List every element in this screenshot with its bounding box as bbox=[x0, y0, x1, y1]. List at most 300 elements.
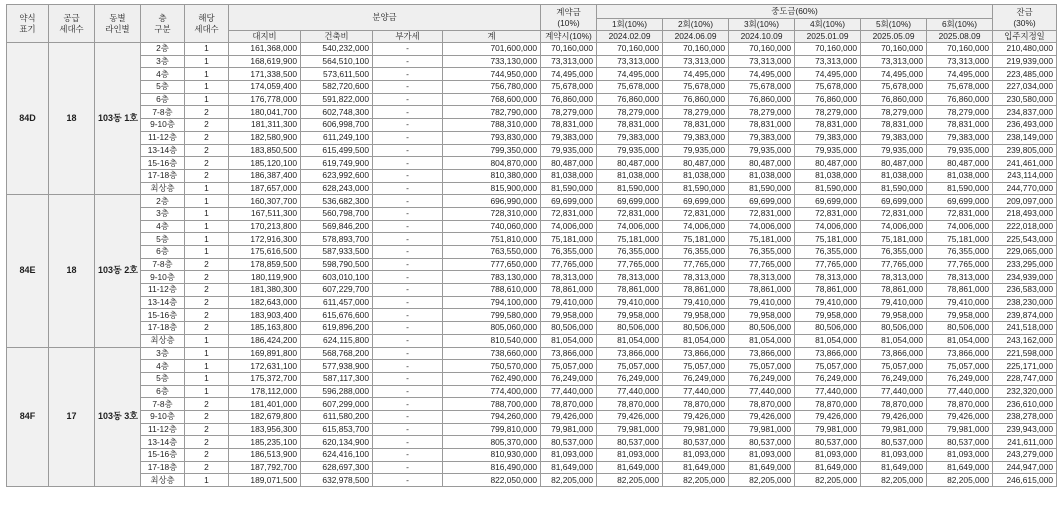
building-cell: 611,580,200 bbox=[301, 410, 373, 423]
floor-cell: 4층 bbox=[141, 360, 185, 373]
building-cell: 602,748,300 bbox=[301, 106, 373, 119]
total-cell: 799,580,000 bbox=[443, 309, 541, 322]
building-cell: 615,499,500 bbox=[301, 144, 373, 157]
land-cell: 189,071,500 bbox=[229, 474, 301, 487]
header-deposit-text: 계약금 (10%) bbox=[556, 6, 581, 28]
building-cell: 598,790,500 bbox=[301, 258, 373, 271]
middle-3-cell: 77,765,000 bbox=[729, 258, 795, 271]
middle-3-cell: 79,383,000 bbox=[729, 131, 795, 144]
table-row bbox=[7, 195, 1057, 208]
land-cell: 172,631,100 bbox=[229, 360, 301, 373]
vat-cell: - bbox=[373, 93, 443, 106]
units-cell: 1 bbox=[185, 372, 229, 385]
balance-cell: 228,747,000 bbox=[993, 372, 1057, 385]
middle-4-cell: 77,765,000 bbox=[795, 258, 861, 271]
building-cell: 596,288,000 bbox=[301, 385, 373, 398]
total-cell: 756,780,000 bbox=[443, 81, 541, 94]
vat-cell: - bbox=[373, 68, 443, 81]
table-row bbox=[7, 169, 1057, 182]
land-cell: 168,619,900 bbox=[229, 55, 301, 68]
middle-3-cell: 70,160,000 bbox=[729, 43, 795, 56]
deposit-cell: 76,860,000 bbox=[541, 93, 597, 106]
middle-6-cell: 76,860,000 bbox=[927, 93, 993, 106]
table-row bbox=[7, 436, 1057, 449]
middle-2-cell: 76,249,000 bbox=[663, 372, 729, 385]
land-cell: 186,387,400 bbox=[229, 169, 301, 182]
units-cell: 1 bbox=[185, 93, 229, 106]
middle-4-cell: 80,537,000 bbox=[795, 436, 861, 449]
vat-cell: - bbox=[373, 449, 443, 462]
middle-2-cell: 77,440,000 bbox=[663, 385, 729, 398]
table-body bbox=[7, 43, 1057, 487]
balance-cell: 238,230,000 bbox=[993, 296, 1057, 309]
header-supply-text: 공급 세대수 bbox=[59, 12, 84, 34]
building-cell: 587,933,500 bbox=[301, 246, 373, 259]
middle-2-cell: 74,006,000 bbox=[663, 220, 729, 233]
middle-4-cell: 82,205,000 bbox=[795, 474, 861, 487]
building-cell: 619,749,900 bbox=[301, 157, 373, 170]
middle-5-cell: 80,537,000 bbox=[861, 436, 927, 449]
middle-1-cell: 81,038,000 bbox=[597, 169, 663, 182]
header-middle-3-date: 2024.10.09 bbox=[729, 31, 795, 43]
total-cell: 799,810,000 bbox=[443, 423, 541, 436]
vat-cell: - bbox=[373, 246, 443, 259]
middle-5-cell: 75,678,000 bbox=[861, 81, 927, 94]
deposit-cell: 81,649,000 bbox=[541, 461, 597, 474]
middle-4-cell: 76,355,000 bbox=[795, 246, 861, 259]
middle-3-cell: 73,313,000 bbox=[729, 55, 795, 68]
table-row bbox=[7, 220, 1057, 233]
building-cell: 624,115,800 bbox=[301, 334, 373, 347]
floor-cell: 5층 bbox=[141, 81, 185, 94]
vat-cell: - bbox=[373, 410, 443, 423]
header-deposit-sub: 계약시(10%) bbox=[541, 31, 597, 43]
middle-5-cell: 76,355,000 bbox=[861, 246, 927, 259]
middle-5-cell: 81,038,000 bbox=[861, 169, 927, 182]
table-row bbox=[7, 372, 1057, 385]
middle-3-cell: 80,537,000 bbox=[729, 436, 795, 449]
deposit-cell: 78,831,000 bbox=[541, 119, 597, 132]
balance-cell: 218,493,000 bbox=[993, 207, 1057, 220]
building-cell: 611,457,000 bbox=[301, 296, 373, 309]
building-cell: 540,232,000 bbox=[301, 43, 373, 56]
balance-cell: 223,485,000 bbox=[993, 68, 1057, 81]
middle-4-cell: 78,861,000 bbox=[795, 284, 861, 297]
units-cell: 2 bbox=[185, 398, 229, 411]
middle-1-cell: 76,249,000 bbox=[597, 372, 663, 385]
middle-1-cell: 78,279,000 bbox=[597, 106, 663, 119]
total-cell: 805,060,000 bbox=[443, 322, 541, 335]
middle-3-cell: 78,861,000 bbox=[729, 284, 795, 297]
table-row bbox=[7, 385, 1057, 398]
total-cell: 805,370,000 bbox=[443, 436, 541, 449]
middle-2-cell: 79,958,000 bbox=[663, 309, 729, 322]
total-cell: 774,400,000 bbox=[443, 385, 541, 398]
deposit-cell: 79,981,000 bbox=[541, 423, 597, 436]
middle-5-cell: 78,279,000 bbox=[861, 106, 927, 119]
middle-2-cell: 77,765,000 bbox=[663, 258, 729, 271]
floor-cell: 3층 bbox=[141, 207, 185, 220]
building-cell: 620,134,900 bbox=[301, 436, 373, 449]
deposit-cell: 80,537,000 bbox=[541, 436, 597, 449]
middle-2-cell: 79,981,000 bbox=[663, 423, 729, 436]
middle-5-cell: 78,831,000 bbox=[861, 119, 927, 132]
middle-3-cell: 81,093,000 bbox=[729, 449, 795, 462]
vat-cell: - bbox=[373, 385, 443, 398]
land-cell: 175,616,500 bbox=[229, 246, 301, 259]
header-line bbox=[95, 5, 141, 43]
floor-cell: 17-18층 bbox=[141, 461, 185, 474]
total-cell: 782,790,000 bbox=[443, 106, 541, 119]
deposit-cell: 75,181,000 bbox=[541, 233, 597, 246]
total-cell: 768,600,000 bbox=[443, 93, 541, 106]
middle-6-cell: 79,935,000 bbox=[927, 144, 993, 157]
building-cell: 615,853,700 bbox=[301, 423, 373, 436]
middle-2-cell: 75,057,000 bbox=[663, 360, 729, 373]
floor-cell: 6층 bbox=[141, 93, 185, 106]
land-cell: 181,380,300 bbox=[229, 284, 301, 297]
vat-cell: - bbox=[373, 309, 443, 322]
vat-cell: - bbox=[373, 258, 443, 271]
deposit-cell: 72,831,000 bbox=[541, 207, 597, 220]
middle-5-cell: 70,160,000 bbox=[861, 43, 927, 56]
vat-cell: - bbox=[373, 398, 443, 411]
land-cell: 187,657,000 bbox=[229, 182, 301, 195]
deposit-cell: 70,160,000 bbox=[541, 43, 597, 56]
table-row bbox=[7, 410, 1057, 423]
balance-cell: 241,611,000 bbox=[993, 436, 1057, 449]
middle-6-cell: 79,383,000 bbox=[927, 131, 993, 144]
middle-4-cell: 70,160,000 bbox=[795, 43, 861, 56]
header-middle-3-name: 3회(10%) bbox=[729, 19, 795, 31]
middle-1-cell: 79,410,000 bbox=[597, 296, 663, 309]
floor-cell: 15-16층 bbox=[141, 157, 185, 170]
middle-1-cell: 79,426,000 bbox=[597, 410, 663, 423]
middle-4-cell: 75,057,000 bbox=[795, 360, 861, 373]
middle-1-cell: 77,765,000 bbox=[597, 258, 663, 271]
floor-cell: 9-10층 bbox=[141, 119, 185, 132]
units-cell: 2 bbox=[185, 131, 229, 144]
building-cell: 536,682,300 bbox=[301, 195, 373, 208]
middle-5-cell: 69,699,000 bbox=[861, 195, 927, 208]
middle-5-cell: 81,093,000 bbox=[861, 449, 927, 462]
middle-2-cell: 81,649,000 bbox=[663, 461, 729, 474]
middle-4-cell: 75,678,000 bbox=[795, 81, 861, 94]
deposit-cell: 79,935,000 bbox=[541, 144, 597, 157]
group-supply: 18 bbox=[49, 195, 95, 347]
balance-cell: 238,278,000 bbox=[993, 410, 1057, 423]
middle-5-cell: 77,765,000 bbox=[861, 258, 927, 271]
units-cell: 1 bbox=[185, 195, 229, 208]
total-cell: 815,900,000 bbox=[443, 182, 541, 195]
balance-cell: 239,805,000 bbox=[993, 144, 1057, 157]
building-cell: 603,010,100 bbox=[301, 271, 373, 284]
middle-6-cell: 81,093,000 bbox=[927, 449, 993, 462]
floor-cell: 최상층 bbox=[141, 474, 185, 487]
balance-cell: 246,615,000 bbox=[993, 474, 1057, 487]
units-cell: 2 bbox=[185, 284, 229, 297]
units-cell: 1 bbox=[185, 55, 229, 68]
middle-4-cell: 74,006,000 bbox=[795, 220, 861, 233]
floor-cell: 5층 bbox=[141, 372, 185, 385]
middle-6-cell: 81,590,000 bbox=[927, 182, 993, 195]
units-cell: 1 bbox=[185, 182, 229, 195]
building-cell: 582,720,600 bbox=[301, 81, 373, 94]
vat-cell: - bbox=[373, 233, 443, 246]
balance-cell: 234,939,000 bbox=[993, 271, 1057, 284]
middle-2-cell: 74,495,000 bbox=[663, 68, 729, 81]
middle-6-cell: 77,765,000 bbox=[927, 258, 993, 271]
header-middle-2-name: 2회(10%) bbox=[663, 19, 729, 31]
middle-1-cell: 78,831,000 bbox=[597, 119, 663, 132]
middle-5-cell: 78,870,000 bbox=[861, 398, 927, 411]
balance-cell: 243,279,000 bbox=[993, 449, 1057, 462]
units-cell: 1 bbox=[185, 81, 229, 94]
balance-cell: 219,939,000 bbox=[993, 55, 1057, 68]
building-cell: 632,978,500 bbox=[301, 474, 373, 487]
balance-cell: 239,874,000 bbox=[993, 309, 1057, 322]
land-cell: 181,401,000 bbox=[229, 398, 301, 411]
deposit-cell: 76,249,000 bbox=[541, 372, 597, 385]
middle-6-cell: 79,410,000 bbox=[927, 296, 993, 309]
total-cell: 816,490,000 bbox=[443, 461, 541, 474]
floor-cell: 11-12층 bbox=[141, 423, 185, 436]
table-row bbox=[7, 233, 1057, 246]
middle-4-cell: 78,870,000 bbox=[795, 398, 861, 411]
total-cell: 763,550,000 bbox=[443, 246, 541, 259]
header-middle-5-name: 5회(10%) bbox=[861, 19, 927, 31]
middle-1-cell: 76,860,000 bbox=[597, 93, 663, 106]
total-cell: 794,100,000 bbox=[443, 296, 541, 309]
vat-cell: - bbox=[373, 81, 443, 94]
group-type: 84D bbox=[7, 43, 49, 195]
building-cell: 611,249,100 bbox=[301, 131, 373, 144]
middle-2-cell: 75,678,000 bbox=[663, 81, 729, 94]
middle-4-cell: 73,866,000 bbox=[795, 347, 861, 360]
middle-2-cell: 78,870,000 bbox=[663, 398, 729, 411]
total-cell: 822,050,000 bbox=[443, 474, 541, 487]
vat-cell: - bbox=[373, 474, 443, 487]
middle-6-cell: 79,981,000 bbox=[927, 423, 993, 436]
units-cell: 1 bbox=[185, 43, 229, 56]
header-middle-payment: 중도금(60%) bbox=[597, 5, 993, 19]
balance-cell: 241,461,000 bbox=[993, 157, 1057, 170]
middle-4-cell: 78,831,000 bbox=[795, 119, 861, 132]
middle-3-cell: 74,495,000 bbox=[729, 68, 795, 81]
middle-6-cell: 70,160,000 bbox=[927, 43, 993, 56]
units-cell: 1 bbox=[185, 220, 229, 233]
middle-2-cell: 78,861,000 bbox=[663, 284, 729, 297]
middle-2-cell: 80,537,000 bbox=[663, 436, 729, 449]
header-total: 계 bbox=[443, 31, 541, 43]
table-row bbox=[7, 296, 1057, 309]
floor-cell: 13-14층 bbox=[141, 436, 185, 449]
middle-4-cell: 79,935,000 bbox=[795, 144, 861, 157]
middle-4-cell: 78,313,000 bbox=[795, 271, 861, 284]
header-middle-2-date: 2024.06.09 bbox=[663, 31, 729, 43]
vat-cell: - bbox=[373, 195, 443, 208]
table-row bbox=[7, 119, 1057, 132]
middle-3-cell: 79,981,000 bbox=[729, 423, 795, 436]
middle-6-cell: 76,249,000 bbox=[927, 372, 993, 385]
land-cell: 160,307,700 bbox=[229, 195, 301, 208]
header-building: 건축비 bbox=[301, 31, 373, 43]
middle-5-cell: 77,440,000 bbox=[861, 385, 927, 398]
middle-1-cell: 79,383,000 bbox=[597, 131, 663, 144]
middle-3-cell: 69,699,000 bbox=[729, 195, 795, 208]
vat-cell: - bbox=[373, 106, 443, 119]
middle-3-cell: 79,410,000 bbox=[729, 296, 795, 309]
middle-2-cell: 76,860,000 bbox=[663, 93, 729, 106]
deposit-cell: 81,590,000 bbox=[541, 182, 597, 195]
middle-1-cell: 77,440,000 bbox=[597, 385, 663, 398]
total-cell: 740,060,000 bbox=[443, 220, 541, 233]
building-cell: 623,992,600 bbox=[301, 169, 373, 182]
middle-4-cell: 80,487,000 bbox=[795, 157, 861, 170]
units-cell: 2 bbox=[185, 271, 229, 284]
deposit-cell: 79,410,000 bbox=[541, 296, 597, 309]
building-cell: 577,938,900 bbox=[301, 360, 373, 373]
deposit-cell: 69,699,000 bbox=[541, 195, 597, 208]
middle-3-cell: 77,440,000 bbox=[729, 385, 795, 398]
building-cell: 628,697,300 bbox=[301, 461, 373, 474]
units-cell: 2 bbox=[185, 423, 229, 436]
middle-2-cell: 81,590,000 bbox=[663, 182, 729, 195]
group-line: 103동 3호 bbox=[95, 347, 141, 487]
total-cell: 696,990,000 bbox=[443, 195, 541, 208]
balance-cell: 227,034,000 bbox=[993, 81, 1057, 94]
vat-cell: - bbox=[373, 284, 443, 297]
land-cell: 171,338,500 bbox=[229, 68, 301, 81]
table-row bbox=[7, 449, 1057, 462]
middle-4-cell: 81,093,000 bbox=[795, 449, 861, 462]
middle-3-cell: 81,038,000 bbox=[729, 169, 795, 182]
land-cell: 183,903,400 bbox=[229, 309, 301, 322]
total-cell: 788,700,000 bbox=[443, 398, 541, 411]
middle-2-cell: 69,699,000 bbox=[663, 195, 729, 208]
total-cell: 788,610,000 bbox=[443, 284, 541, 297]
balance-cell: 243,162,000 bbox=[993, 334, 1057, 347]
middle-5-cell: 76,860,000 bbox=[861, 93, 927, 106]
middle-6-cell: 78,313,000 bbox=[927, 271, 993, 284]
middle-3-cell: 76,249,000 bbox=[729, 372, 795, 385]
middle-5-cell: 78,313,000 bbox=[861, 271, 927, 284]
units-cell: 2 bbox=[185, 449, 229, 462]
middle-6-cell: 78,831,000 bbox=[927, 119, 993, 132]
balance-cell: 239,943,000 bbox=[993, 423, 1057, 436]
middle-5-cell: 81,054,000 bbox=[861, 334, 927, 347]
vat-cell: - bbox=[373, 372, 443, 385]
building-cell: 587,117,300 bbox=[301, 372, 373, 385]
balance-cell: 241,518,000 bbox=[993, 322, 1057, 335]
middle-6-cell: 74,495,000 bbox=[927, 68, 993, 81]
middle-2-cell: 81,038,000 bbox=[663, 169, 729, 182]
deposit-cell: 74,006,000 bbox=[541, 220, 597, 233]
land-cell: 185,120,100 bbox=[229, 157, 301, 170]
middle-5-cell: 80,506,000 bbox=[861, 322, 927, 335]
group-type: 84E bbox=[7, 195, 49, 347]
units-cell: 2 bbox=[185, 119, 229, 132]
middle-4-cell: 81,054,000 bbox=[795, 334, 861, 347]
balance-cell: 236,583,000 bbox=[993, 284, 1057, 297]
header-type bbox=[7, 5, 49, 43]
middle-4-cell: 77,440,000 bbox=[795, 385, 861, 398]
units-cell: 1 bbox=[185, 246, 229, 259]
floor-cell: 15-16층 bbox=[141, 449, 185, 462]
balance-cell: 238,149,000 bbox=[993, 131, 1057, 144]
middle-1-cell: 75,678,000 bbox=[597, 81, 663, 94]
middle-3-cell: 78,313,000 bbox=[729, 271, 795, 284]
land-cell: 178,859,500 bbox=[229, 258, 301, 271]
header-middle-6-name: 6회(10%) bbox=[927, 19, 993, 31]
middle-6-cell: 69,699,000 bbox=[927, 195, 993, 208]
table-row bbox=[7, 207, 1057, 220]
total-cell: 738,660,000 bbox=[443, 347, 541, 360]
middle-2-cell: 81,054,000 bbox=[663, 334, 729, 347]
vat-cell: - bbox=[373, 43, 443, 56]
middle-1-cell: 81,054,000 bbox=[597, 334, 663, 347]
land-cell: 186,513,900 bbox=[229, 449, 301, 462]
land-cell: 176,778,000 bbox=[229, 93, 301, 106]
balance-cell: 243,114,000 bbox=[993, 169, 1057, 182]
total-cell: 777,650,000 bbox=[443, 258, 541, 271]
building-cell: 624,416,100 bbox=[301, 449, 373, 462]
vat-cell: - bbox=[373, 131, 443, 144]
group-supply: 17 bbox=[49, 347, 95, 487]
deposit-cell: 78,279,000 bbox=[541, 106, 597, 119]
vat-cell: - bbox=[373, 360, 443, 373]
middle-1-cell: 78,861,000 bbox=[597, 284, 663, 297]
middle-3-cell: 82,205,000 bbox=[729, 474, 795, 487]
middle-1-cell: 81,649,000 bbox=[597, 461, 663, 474]
land-cell: 178,112,000 bbox=[229, 385, 301, 398]
floor-cell: 6층 bbox=[141, 246, 185, 259]
balance-cell: 222,018,000 bbox=[993, 220, 1057, 233]
middle-5-cell: 74,006,000 bbox=[861, 220, 927, 233]
middle-4-cell: 79,981,000 bbox=[795, 423, 861, 436]
middle-2-cell: 82,205,000 bbox=[663, 474, 729, 487]
middle-3-cell: 76,355,000 bbox=[729, 246, 795, 259]
units-cell: 1 bbox=[185, 360, 229, 373]
middle-1-cell: 76,355,000 bbox=[597, 246, 663, 259]
middle-6-cell: 80,506,000 bbox=[927, 322, 993, 335]
middle-5-cell: 75,181,000 bbox=[861, 233, 927, 246]
middle-2-cell: 80,487,000 bbox=[663, 157, 729, 170]
land-cell: 183,956,300 bbox=[229, 423, 301, 436]
floor-cell: 17-18층 bbox=[141, 169, 185, 182]
middle-3-cell: 79,958,000 bbox=[729, 309, 795, 322]
middle-6-cell: 80,487,000 bbox=[927, 157, 993, 170]
building-cell: 607,299,000 bbox=[301, 398, 373, 411]
middle-6-cell: 75,678,000 bbox=[927, 81, 993, 94]
floor-cell: 2층 bbox=[141, 43, 185, 56]
land-cell: 187,792,700 bbox=[229, 461, 301, 474]
middle-5-cell: 75,057,000 bbox=[861, 360, 927, 373]
middle-2-cell: 79,935,000 bbox=[663, 144, 729, 157]
middle-5-cell: 79,935,000 bbox=[861, 144, 927, 157]
header-deposit bbox=[541, 5, 597, 31]
middle-1-cell: 73,866,000 bbox=[597, 347, 663, 360]
middle-6-cell: 78,861,000 bbox=[927, 284, 993, 297]
balance-cell: 225,543,000 bbox=[993, 233, 1057, 246]
middle-6-cell: 77,440,000 bbox=[927, 385, 993, 398]
balance-cell: 244,770,000 bbox=[993, 182, 1057, 195]
middle-5-cell: 73,313,000 bbox=[861, 55, 927, 68]
vat-cell: - bbox=[373, 157, 443, 170]
floor-cell: 최상층 bbox=[141, 334, 185, 347]
middle-5-cell: 78,861,000 bbox=[861, 284, 927, 297]
deposit-cell: 81,093,000 bbox=[541, 449, 597, 462]
